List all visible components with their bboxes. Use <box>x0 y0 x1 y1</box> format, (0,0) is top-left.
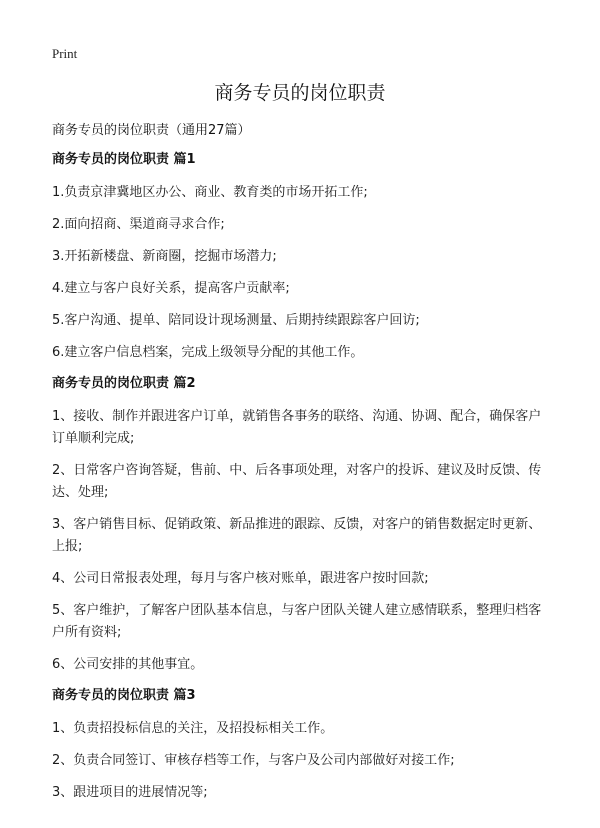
list-item: 4.建立与客户良好关系，提高客户贡献率; <box>52 281 290 296</box>
section-3 <box>52 686 552 804</box>
list-item: 6.建立客户信息档案，完成上级领导分配的其他工作。 <box>52 345 364 360</box>
list-item: 5、客户维护，了解客户团队基本信息，与客户团队关键人建立感情联系，整理归档客户所有资料; <box>52 603 542 640</box>
print-label: Print <box>52 46 78 61</box>
list-item: 3、跟进项目的进展情况等; <box>52 785 208 800</box>
list-item: 1、接收、制作并跟进客户订单，就销售各事务的联络、沟通、协调、配合，确保客户订单顺利完成; <box>52 409 542 446</box>
list-item: 2、日常客户咨询答疑，售前、中、后各事项处理，对客户的投诉、建议及时反馈、传达、处理; <box>52 463 542 500</box>
list-item: 4、公司日常报表处理，每月与客户核对账单，跟进客户按时回款; <box>52 571 429 586</box>
section-2 <box>52 374 552 676</box>
list-item: 2.面向招商、渠道商寻求合作; <box>52 217 225 232</box>
section-heading: 商务专员的岗位职责 篇2 <box>52 376 196 391</box>
document-subtitle: 商务专员的岗位职责（通用27篇） <box>52 123 251 138</box>
page-title: 商务专员的岗位职责 <box>214 82 386 104</box>
list-item: 6、公司安排的其他事宜。 <box>52 657 204 672</box>
section-1 <box>52 150 552 364</box>
list-item: 1、负责招投标信息的关注，及招投标相关工作。 <box>52 721 334 736</box>
list-item: 2、负责合同签订、审核存档等工作，与客户及公司内部做好对接工作; <box>52 753 455 768</box>
list-item: 3.开拓新楼盘、新商圈，挖掘市场潜力; <box>52 249 277 264</box>
section-heading: 商务专员的岗位职责 篇3 <box>52 688 196 703</box>
list-item: 5.客户沟通、提单、陪同设计现场测量、后期持续跟踪客户回访; <box>52 313 420 328</box>
section-heading: 商务专员的岗位职责 篇1 <box>52 152 196 167</box>
list-item: 3、客户销售目标、促销政策、新品推进的跟踪、反馈，对客户的销售数据定时更新、上报; <box>52 517 542 554</box>
list-item: 1.负责京津冀地区办公、商业、教育类的市场开拓工作; <box>52 185 368 200</box>
document-body <box>52 121 552 814</box>
